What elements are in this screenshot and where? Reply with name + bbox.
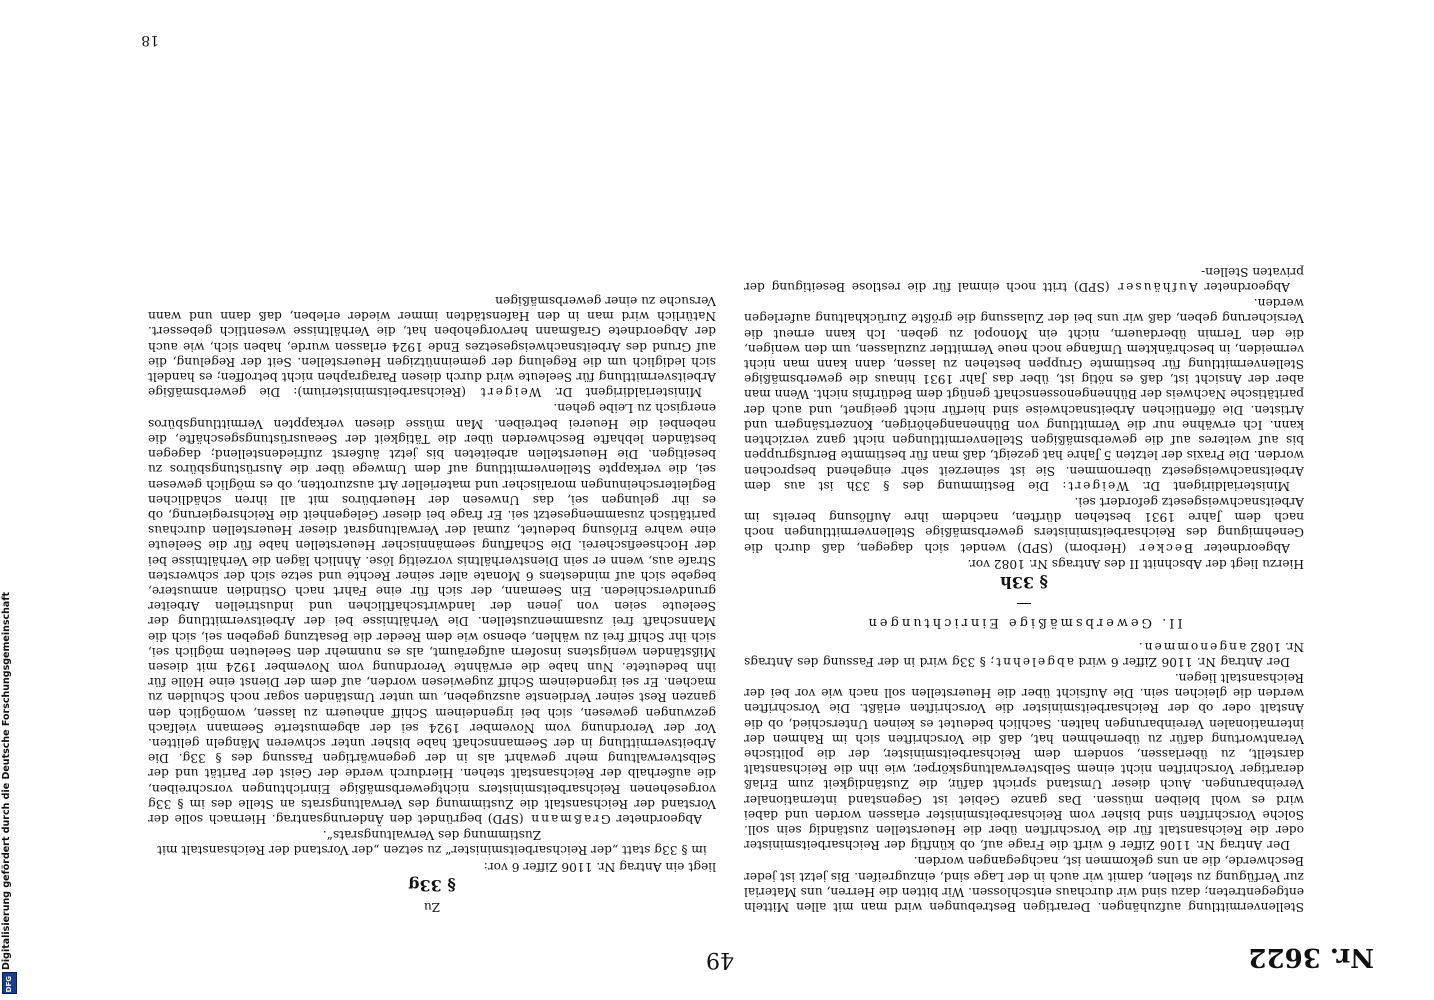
text-column-left [148, 84, 716, 914]
paragraph: Stellenvermittlung aufzuhängen. Derartigen Bestrebungen wird man mit allen Mitteln entgegentreten; dazu sind wir durchaus entschlossen. Wir bitten die Herren, uns Material zur Verfügung zu stellen, damit wir auch in der Lage sind, einzugreifen. Bis jetzt ist jeder Beschwerde, die an uns gekommen ist, nachgegangen worden. [744, 854, 1304, 914]
divider [744, 596, 1304, 611]
paragraph: Abgeordneter Aufhäuser (SPD) tritt noch einmal für die restlose Beseitigung der privaten Stellen- [744, 264, 1304, 295]
subsection-heading: II. Gewerbsmäßige Einrichtungen [865, 615, 1183, 631]
section-heading: § 33g [408, 875, 456, 895]
decision-accepted: angenommen [1142, 639, 1247, 654]
paragraph: Ministerialdirigent Dr. Weigert: Die Bestimmung des § 33h ist aus dem Arbeitsnachweisgesetz übernommen. Sie ist seinerzeit sehr eingehend besprochen worden. Die Praxis der letzten 5 Jahre hat gezeigt, daß man für bestimmte Berufsgruppen bis auf weiteres auf die gewerbsmäßigen Stellenvermittlungen nicht ganz verzichten kann. Ich erwähne nur die Vermittlung von Bühnenangehörigen, Konzertsängern und Artisten. Die öffentlichen Arbeitsnachweise sind hierfür nicht geeignet, und auch der paritätische Nachweis der Bühnengenossenschaft genügt dem Bedürfnis nicht. Wenn man aber der Ansicht ist, daß es nötig ist, über das Jahr 1931 hinaus die gewerbsmäßige Stellenvermittlung für bestimmte Gruppen bestehen zu lassen, dann kann man nicht vermeiden, in beschränktem Umfange noch neue Vermittler zuzulassen, um den wenigen, die den Termin überdauern, nicht ein Monopol zu geben. Ich kann erneut die Versicherung geben, daß wir uns bei der Zulassung die größte Zurückhaltung auferlegen werden. [744, 296, 1304, 493]
decision-rejected: abgelehnt [994, 654, 1075, 669]
digitization-credit-strip [0, 0, 18, 1000]
paragraph: Hierzu liegt der Abschnitt II des Antrags Nr. 1082 vor. [967, 556, 1304, 571]
paragraph: Abgeordneter Becker (Herborn) (SPD) wendet sich dagegen, daß durch die Genehmigung des Reichsarbeitsministers gewerbsmäßige Stellenvermittlungen noch nach dem Jahre 1931 bestehen dürften, nachdem ihre Auflösung bereits im Arbeitsnachweisgesetz gefordert sei. [744, 494, 1304, 555]
speaker-name: Weigert [478, 385, 542, 400]
speaker-name: Aufhäuser [1116, 280, 1198, 295]
paragraph: Abgeordneter Graßmann (SPD) begründet den Änderungsantrag. Hiernach solle der Vorstand der Reichsanstalt die Zustimmung des Verwaltungsrats an Stelle des im § 33g vorgesehenen Reichsarbeitsministers nichtgewerbsmäßige Einrichtungen vorschreiben, die außerhalb der Reichsanstalt stehen. Hierdurch werde der Geist der Parität und der Selbstverwaltung mehr gewahrt als in der gegenwärtigen Fassung des § 33g. Die Arbeitsvermittlung in der Seemannschaft habe bisher unter schweren Mängeln gelitten. Vor der Verordnung vom November 1924 sei der abgemusterte Seemann vielfach gezwungen gewesen, sich bei irgendeinem Schiff anheuern zu lassen, womöglich den ganzen Rest seiner Verdienste auszugeben, um unter Umständen sogar noch Schulden zu machen. Er sei irgendeinem Schiff zugewiesen worden, auf dem der Dienst eine Hölle für ihn bedeutete. Nun habe die erwähnte Verordnung vom November 1924 mit diesen Mißständen wenigstens insofern aufgeräumt, als es nunmehr den Seeleuten möglich sei, sich ihr Schiff frei zu wählen, ebenso wie dem Reeder die Besatzung gegeben sei, sich die Mannschaft frei zusammenzustellen. Die Verhältnisse bei der Arbeitsvermittlung der Seeleute seien von jenen der landwirtschaftlichen und industriellen Arbeiter grundverschieden. Ein Seemann, der sich für eine Fahrt nach Ostindien anmustere, begebe sich auf mindestens 6 Monate aller seiner Rechte und setze sich der schwersten Strafe aus, wenn er sein Dienstverhältnis vorzeitig löse. Ähnlich lägen die Verhältnisse bei der Hochseefischerei. Die Schaffung seemännischer Heuerstellen habe für die Seeleute eine wahre Erlösung bedeutet, zumal der Verwaltungsrat dieser Heuerstellen durchaus paritätisch zusammengesetzt sei. Er frage bei dieser Gelegenheit die Reichsregierung, ob es ihr gelungen sei, das Unwesen der Heuerbüros mit all ihren schädlichen Begleiterscheinungen moralischer und materieller Art auszurotten, ob es möglich gewesen sei, die verkappte Stellenvermittlung auf dem Umwege über die Ausrüstungsbüros zu beseitigen. Die Heuerstellen arbeiteten bis jetzt äußerst zufriedenstellend; dagegen beständen lebhafte Beschwerden über die Tätigkeit der Seeausrüstungsgeschäfte, die nebenbei die Heuerei betreiben. Man müsse diesen verkappten Vermittlungsbüros energisch zu Leibe gehen. [148, 401, 716, 826]
paragraph: Der Antrag Nr. 1106 Ziffer 6 wird abgelehnt; § 33g wird in der Fassung des Antrags Nr. 1082 angenommen. [744, 639, 1304, 669]
paragraph: Der Antrag Nr. 1106 Ziffer 6 wirft die Frage auf, ob künftig der Reichsarbeitsminister oder die Reichsanstalt für die Vorschriften über die Heuerstellen zuständig sein soll. Solche Vorschriften sind bisher vom Reichsarbeitsminister erlassen worden und dabei wird es wohl bleiben müssen. Das ganze Gebiet ist Gegenstand internationaler Vereinbarungen. Auch dieser Umstand spricht dafür, die Zuständigkeit zum Erlaß derartiger Vorschriften nicht einem Selbstverwaltungskörper, wie ihn die Reichsanstalt darstellt, zu überlassen, sondern dem Reichsarbeitsminister, der die politische Verantwortung dafür zu übernehmen hat, daß die Vorschriften sich im Rahmen der internationalen Vereinbarungen halten. Sachlich bedeutet es keinen Unterschied, ob die Anstalt oder ob der Reichsarbeitsminister die Vorschriften erläßt. Die Vorschriften werden die gleichen sein. Die Aufsicht über die Heuerstellen soll nach wie vor bei der Reichsanstalt liegen. [744, 670, 1304, 853]
text-column-right [744, 84, 1304, 914]
paragraph: liegt ein Antrag Nr. 1106 Ziffer 6 vor: [483, 859, 716, 874]
paragraph: Ministerialdirigent Dr. Weigert (Reichsarbeitsministerium): Die gewerbsmäßige Arbeitsvermittlung für Seeleute wird durch diesen Paragraphen nicht betroffen; es handelt sich lediglich um die Regelung der gemeinnützigen Heuerstellen. Seit der Regelung, die auf Grund des Arbeitsnachweisgesetzes Ende 1924 erlassen wurde, haben sich, wie auch der Abgeordnete Graßmann hervorgehoben hat, die Verhältnisse wesentlich gebessert. Natürlich wird man in den Hafenstädten immer wieder erleben, daß dann und wann Versuche zu einer gewerbsmäßigen [148, 294, 716, 400]
quoted-amendment: im § 33g statt „der Reichsarbeitsminister“ zu setzen „der Vorstand der Reichsanstalt mit Zustimmung des Verwaltungsrats“. [157, 828, 707, 858]
footer-number: 18 [141, 32, 159, 48]
speaker-name: Becker [1137, 540, 1194, 555]
document-number: Nr. 3622 [1248, 942, 1374, 972]
section-heading: § 33h [1000, 572, 1048, 592]
dfg-logo-icon: DFG [2, 972, 17, 994]
speaker-name: Weigert [1066, 478, 1129, 493]
page-number: 49 [706, 947, 734, 972]
speaker-name: Graßmann [529, 811, 611, 826]
heading-zu: Zu [423, 900, 441, 914]
credit-text: Digitalisierung gefördert durch die Deutsche Forschungsgemeinschaft [1, 592, 12, 970]
